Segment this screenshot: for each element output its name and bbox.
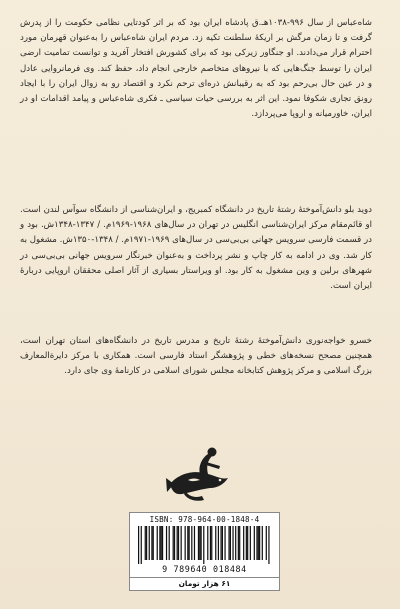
barcode-bar	[149, 526, 150, 560]
barcode-bar	[230, 526, 231, 560]
barcode-bar	[177, 526, 178, 560]
barcode-bar	[246, 526, 247, 560]
barcode-bar	[199, 526, 200, 560]
barcode-bar	[247, 526, 248, 560]
barcode-bar	[203, 526, 204, 564]
barcode-bar	[178, 526, 179, 560]
barcode-bar	[153, 526, 154, 560]
barcode-bar	[157, 526, 158, 560]
barcode-bar	[215, 526, 216, 560]
barcode-bar	[145, 526, 146, 560]
barcode-bar	[146, 526, 147, 560]
barcode-bar	[141, 526, 142, 564]
barcode-bar	[173, 526, 174, 560]
barcode-bar	[191, 526, 192, 560]
barcode-bar	[238, 526, 239, 560]
barcode	[138, 526, 271, 564]
barcode-bar	[207, 526, 208, 560]
barcode-bar	[224, 526, 225, 560]
price-label: ۶۱ هزار تومان	[130, 577, 279, 588]
barcode-bar	[218, 526, 219, 560]
barcode-bar	[187, 526, 188, 560]
barcode-bar	[220, 526, 221, 560]
barcode-digits: 9 789640 018484	[162, 564, 247, 574]
barcode-bar	[250, 526, 251, 560]
barcode-bar	[189, 526, 190, 560]
barcode-bar	[268, 526, 269, 564]
barcode-bar	[151, 526, 152, 560]
barcode-bar	[266, 526, 267, 560]
barcode-bar	[232, 526, 233, 560]
barcode-bar	[138, 526, 139, 564]
isbn-barcode-box	[129, 512, 280, 591]
barcode-bar	[228, 526, 229, 560]
barcode-bar	[254, 526, 255, 560]
fish-rider-publisher-logo-icon	[162, 444, 236, 508]
barcode-bar	[169, 526, 170, 560]
barcode-bar	[239, 526, 240, 560]
barcode-bar	[162, 526, 163, 560]
barcode-bar	[201, 526, 202, 560]
translator-bio-paragraph: خسرو خواجه‌نوری دانش‌آموختهٔ رشتهٔ تاریخ و مدرس تاریخ در دانشگاه‌های استان تهران است، همچنین مصحح نسخه‌های خطی و پژوهشگر استاد فارسی است. همکاری با مرکز دایرةالمعارف بزرگ اسلامی و مرکز پژوهش کتابخانه مجلس شورای اسلامی در کارنامهٔ وی جای دارد.	[20, 336, 372, 377]
barcode-bar	[174, 526, 175, 560]
barcode-bar	[256, 526, 257, 560]
barcode-bar	[262, 526, 263, 560]
barcode-bar	[198, 526, 199, 560]
barcode-bar	[166, 526, 167, 560]
barcode-bar	[222, 526, 223, 560]
description-paragraph: شاه‌عباس از سال ۹۹۶-۱۰۳۸هـ.ق پادشاه ایران بود که بر اثر کودتایی نظامی حکومت را از پدرش گرفت و تا زمان مرگش بر اریکهٔ سلطنت تکیه زد. مردم ایران شاه‌عباس را به‌عنوان قهرمان مورد احترام قرار می‌دادند. او جنگاور زیرکی بود که برای کشورش افتخار آفرید و توانست تمامیت ارضی ایران را توسط جنگ‌هایی که با نیروهای متخاصم خارجی انجام داد، حفظ کند. وی فرمانروایی عادل و در عین حال بی‌رحم بود که به رقیبانش ذره‌ای ترحم نکرد و اقتصاد رو به زوال ایران را با ایجاد رونق تجاری شکوفا نمود. این اثر به بررسی حیات سیاسی ـ فکری شاه‌عباس و پیامد اقدامات او در ایران، خاورمیانه و اروپا می‌پردازد.	[20, 18, 372, 120]
barcode-bar	[211, 526, 212, 560]
isbn-label: ISBN: 978-964-00-1848-4	[149, 515, 260, 524]
barcode-bar	[243, 526, 244, 560]
barcode-bar	[181, 526, 182, 560]
barcode-bar	[161, 526, 162, 560]
barcode-bar	[235, 526, 236, 560]
barcode-bar	[259, 526, 260, 560]
author-bio-paragraph: دوید بلو دانش‌آموختهٔ رشتهٔ تاریخ در دانشگاه کمبریج، و ایران‌شناسی از دانشگاه سوآس لندن است. او قائم‌مقام مرکز ایران‌شناسی انگلیس در تهران در سال‌های ۱۹۶۸-۱۹۶۹م. / ۱۳۴۷-۱۳۴۸ش. بود و در قسمت فارسی سرویس جهانی بی‌بی‌سی در سال‌های ۱۹۶۹-۱۹۷۱م. / ۱۳۴۸-۱۳۵۰ش. مشغول به کار شد. وی در ادامه به کار چاپ و نشر پرداخت و به‌عنوان خبرنگار سرویس جهانی بی‌بی‌سی در شهرهای برلین و وین مشغول به کار بود. او ویراستار بسیاری از آثار اصلی محققان اروپایی دربارهٔ ایران است.	[20, 205, 372, 292]
barcode-bar	[194, 526, 195, 560]
barcode-bar	[185, 526, 186, 560]
barcode-bar	[210, 526, 211, 560]
barcode-bar	[159, 526, 160, 560]
barcode-bar	[258, 526, 259, 560]
